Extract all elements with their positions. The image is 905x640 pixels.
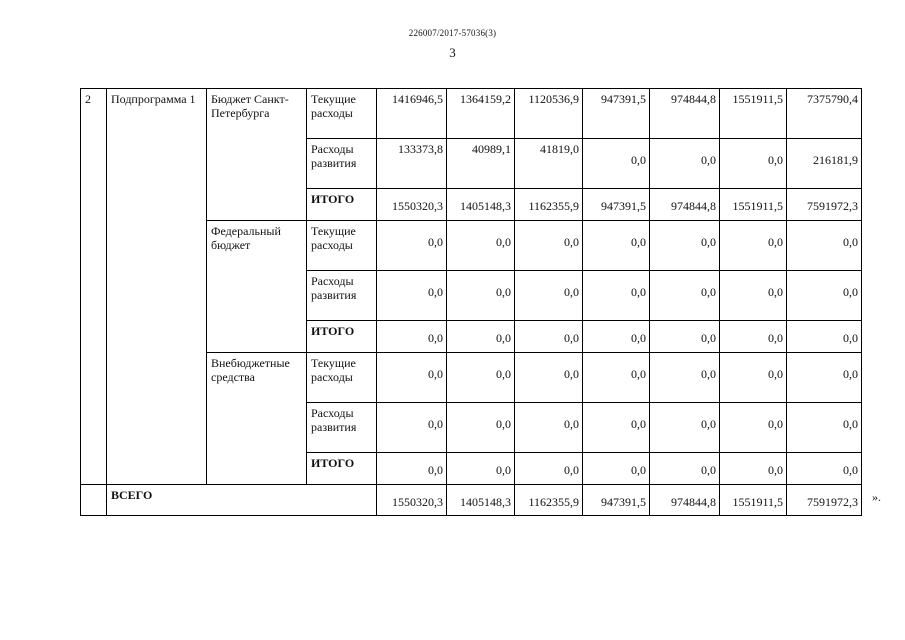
value-cell: 1551911,5 xyxy=(720,189,787,221)
value-cell: 0,0 xyxy=(650,271,720,321)
total-value-cell: 1162355,9 xyxy=(515,485,583,516)
expense-kind-cell: Расходы развития xyxy=(307,139,377,189)
value-cell: 0,0 xyxy=(720,353,787,403)
value-cell: 0,0 xyxy=(650,453,720,485)
value-cell: 0,0 xyxy=(583,353,650,403)
value-cell: 0,0 xyxy=(787,221,862,271)
total-value-cell: 1551911,5 xyxy=(720,485,787,516)
value-cell: 0,0 xyxy=(515,271,583,321)
value-cell: 0,0 xyxy=(447,321,515,353)
closing-quote-mark: ». xyxy=(872,490,881,504)
value-cell: 0,0 xyxy=(377,353,447,403)
value-cell: 0,0 xyxy=(515,403,583,453)
expense-kind-cell: Текущие расходы xyxy=(307,353,377,403)
value-cell: 0,0 xyxy=(787,453,862,485)
value-cell: 7591972,3 xyxy=(787,189,862,221)
value-cell: 7375790,4 xyxy=(787,89,862,139)
value-cell: 1120536,9 xyxy=(515,89,583,139)
row-number-cell: 2 xyxy=(81,89,107,485)
table-row xyxy=(81,89,862,139)
expense-kind-cell: ИТОГО xyxy=(307,189,377,221)
value-cell: 0,0 xyxy=(650,353,720,403)
value-cell: 0,0 xyxy=(377,271,447,321)
funding-source-cell: Внебюджетные средства xyxy=(207,353,307,485)
value-cell: 216181,9 xyxy=(787,139,862,189)
value-cell: 0,0 xyxy=(515,353,583,403)
value-cell: 0,0 xyxy=(650,221,720,271)
expense-kind-cell: ИТОГО xyxy=(307,321,377,353)
total-label-cell: ВСЕГО xyxy=(107,485,377,516)
value-cell: 0,0 xyxy=(447,221,515,271)
value-cell: 1364159,2 xyxy=(447,89,515,139)
budget-table-body xyxy=(81,89,862,516)
total-value-cell: 1550320,3 xyxy=(377,485,447,516)
document-id: 226007/2017-57036(3) xyxy=(408,28,497,38)
total-value-cell: 7591972,3 xyxy=(787,485,862,516)
value-cell: 0,0 xyxy=(720,453,787,485)
funding-source-cell: Бюджет Санкт-Петербурга xyxy=(207,89,307,221)
value-cell: 0,0 xyxy=(787,403,862,453)
value-cell: 0,0 xyxy=(583,221,650,271)
value-cell: 0,0 xyxy=(720,221,787,271)
expense-kind-cell: Расходы развития xyxy=(307,403,377,453)
total-value-cell: 974844,8 xyxy=(650,485,720,516)
value-cell: 41819,0 xyxy=(515,139,583,189)
value-cell: 974844,8 xyxy=(650,189,720,221)
value-cell: 0,0 xyxy=(787,321,862,353)
value-cell: 947391,5 xyxy=(583,89,650,139)
page-number: 3 xyxy=(449,45,456,60)
value-cell: 133373,8 xyxy=(377,139,447,189)
value-cell: 0,0 xyxy=(583,271,650,321)
value-cell: 1162355,9 xyxy=(515,189,583,221)
total-value-cell: 947391,5 xyxy=(583,485,650,516)
value-cell: 947391,5 xyxy=(583,189,650,221)
value-cell: 0,0 xyxy=(377,221,447,271)
funding-source-cell: Федеральный бюджет xyxy=(207,221,307,353)
value-cell: 0,0 xyxy=(720,321,787,353)
budget-table xyxy=(80,88,862,516)
value-cell: 1416946,5 xyxy=(377,89,447,139)
value-cell: 974844,8 xyxy=(650,89,720,139)
program-name-cell: Подпрограмма 1 xyxy=(107,89,207,485)
value-cell: 0,0 xyxy=(583,139,650,189)
value-cell: 0,0 xyxy=(720,271,787,321)
expense-kind-cell: Текущие расходы xyxy=(307,89,377,139)
value-cell: 0,0 xyxy=(787,271,862,321)
value-cell: 0,0 xyxy=(377,403,447,453)
expense-kind-cell: Расходы развития xyxy=(307,271,377,321)
value-cell: 0,0 xyxy=(650,403,720,453)
value-cell: 0,0 xyxy=(720,139,787,189)
value-cell: 0,0 xyxy=(650,321,720,353)
value-cell: 0,0 xyxy=(447,403,515,453)
value-cell: 0,0 xyxy=(583,403,650,453)
value-cell: 0,0 xyxy=(447,353,515,403)
value-cell: 0,0 xyxy=(650,139,720,189)
total-empty-cell xyxy=(81,485,107,516)
value-cell: 0,0 xyxy=(515,321,583,353)
value-cell: 0,0 xyxy=(720,403,787,453)
value-cell: 0,0 xyxy=(447,271,515,321)
value-cell: 0,0 xyxy=(583,321,650,353)
value-cell: 0,0 xyxy=(515,453,583,485)
value-cell: 1405148,3 xyxy=(447,189,515,221)
total-row xyxy=(81,485,862,516)
value-cell: 0,0 xyxy=(515,221,583,271)
value-cell: 1551911,5 xyxy=(720,89,787,139)
value-cell: 40989,1 xyxy=(447,139,515,189)
expense-kind-cell: Текущие расходы xyxy=(307,221,377,271)
value-cell: 0,0 xyxy=(377,453,447,485)
value-cell: 0,0 xyxy=(447,453,515,485)
value-cell: 0,0 xyxy=(787,353,862,403)
expense-kind-cell: ИТОГО xyxy=(307,453,377,485)
total-value-cell: 1405148,3 xyxy=(447,485,515,516)
value-cell: 0,0 xyxy=(583,453,650,485)
value-cell: 1550320,3 xyxy=(377,189,447,221)
value-cell: 0,0 xyxy=(377,321,447,353)
